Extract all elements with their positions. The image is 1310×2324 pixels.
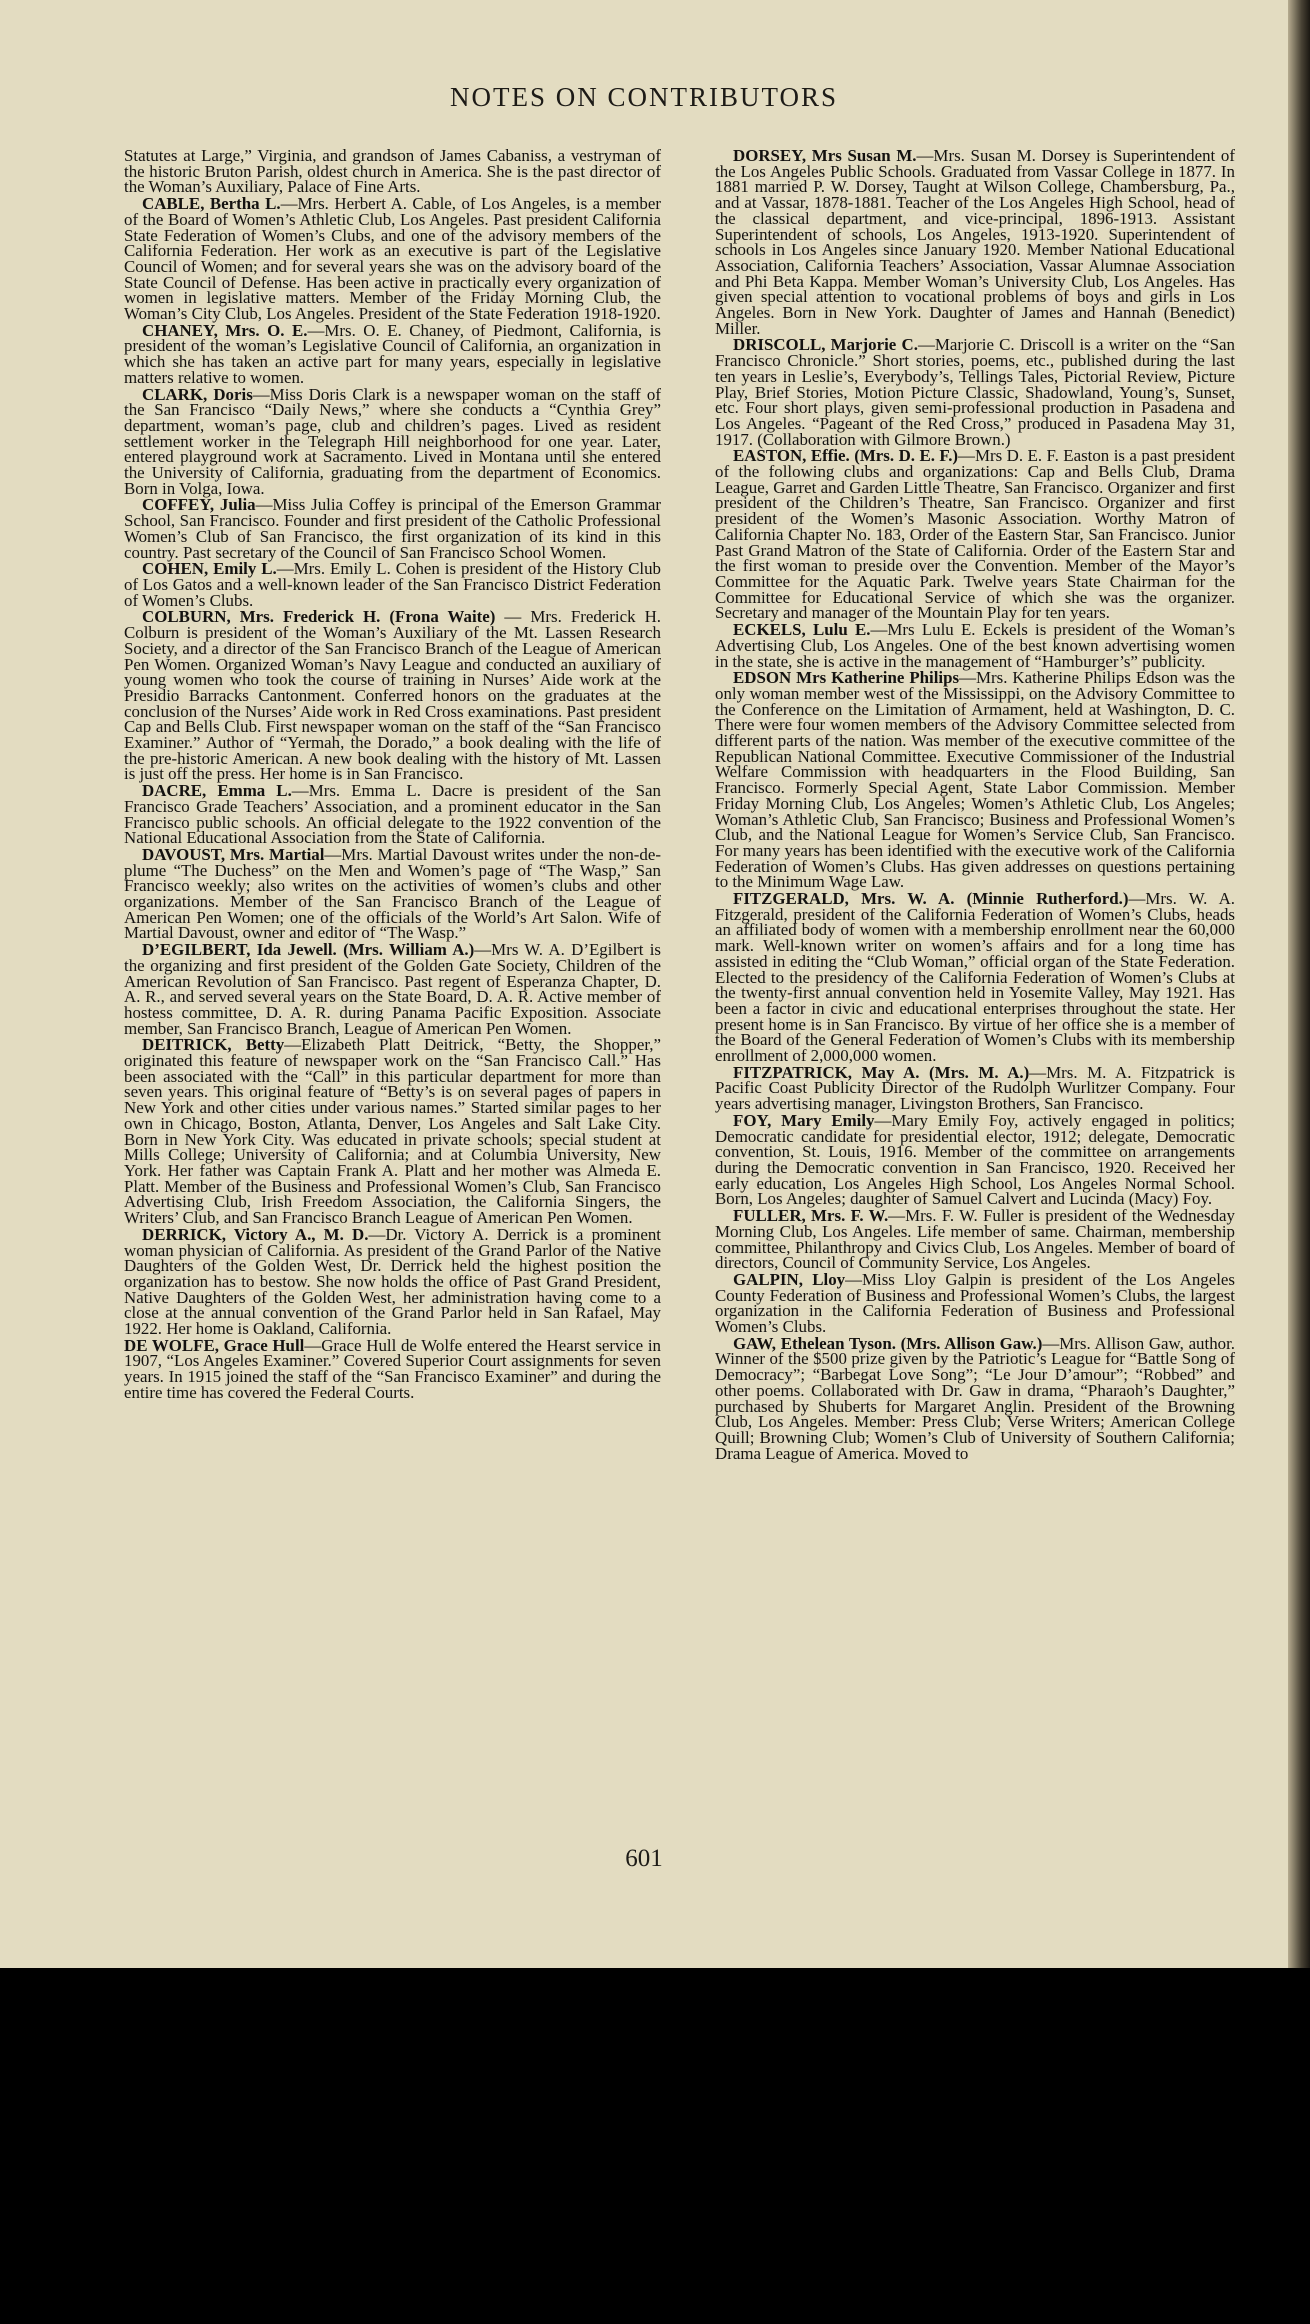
entry-name: DERRICK, Victory A., M. D. — [142, 1224, 369, 1244]
entry-name: ECKELS, Lulu E. — [733, 620, 871, 640]
entry-paragraph — [715, 148, 1235, 336]
entry-name: DE WOLFE, Grace Hull — [124, 1335, 305, 1355]
entry-text: —Mrs. Allison Gaw, author. Winner of the $500 prize given by the Patriotic’s League for “Battle Song of Democracy”; “Barbegat Love Song”; “Le Jour D’amour”; “Robbed” and other poems. Collaborated with Dr. Gaw in drama, “Pharaoh’s Daughter,” purchased by Shuberts for Margaret Anglin. President of the Browning Club, Los Angeles. Member: Press Club; Verse Writers; American College Quill; Browning Club; Women’s Club of University of Southern California; Drama League of America. Moved to — [715, 1333, 1235, 1463]
entry-name: EASTON, Effie. (Mrs. D. E. F.) — [733, 446, 959, 466]
entry-name: COHEN, Emily L. — [142, 559, 277, 579]
entry-name: FITZPATRICK, May A. (Mrs. M. A.) — [733, 1062, 1030, 1082]
entry-text: —Miss Lloy Galpin is president of the Los Angeles County Federation of Business and Professional Women’s Clubs, the largest organization in the California Federation of Business and Professional Women’s Clubs. — [715, 1269, 1235, 1337]
entry-text: —Grace Hull de Wolfe entered the Hearst service in 1907, “Los Angeles Examiner.” Covered Superior Court assignments for seven years. In 1915 joined the staff of the “San Francisco Examiner” and during the entire time has covered the Federal Courts. — [124, 1335, 661, 1402]
entry-paragraph — [124, 384, 661, 498]
entry-text: —Miss Doris Clark is a newspaper woman on the staff of the San Francisco “Daily News,” where she conducts a “Cynthia Grey” department, woman’s page, club and children’s pages. Lived as resident settlement worker in the Telegraph Hill neighborhood for one year. Later, entered playground work at Sacramento. Lived in Montana until she entered the University of California, graduating from the department of Economics. Born in Volga, Iowa. — [124, 384, 661, 498]
entry-text: —Mrs. O. E. Chaney, of Piedmont, California, is president of the woman’s Legislative Council of California, an organization in which she has taken an active part for many years, especially in legislative matters relative to women. — [124, 320, 661, 387]
entry-name: DORSEY, Mrs Susan M. — [733, 148, 917, 165]
entry-name: DACRE, Emma L. — [142, 781, 292, 801]
entry-text: —Mrs. M. A. Fitzpatrick is Pacific Coast Publicity Director of the Rudolph Wurlitzer Company. Four years advertising manager, Livingston Brothers, San Francisco. — [715, 1062, 1235, 1114]
entry-name: CHANEY, Mrs. O. E. — [142, 320, 308, 340]
entry-name: COFFEY, Julia — [142, 495, 256, 515]
entry-paragraph — [124, 1035, 661, 1228]
entry-name: DAVOUST, Mrs. Martial — [142, 844, 325, 864]
entry-name: GALPIN, Lloy — [733, 1269, 846, 1289]
entry-name: EDSON Mrs Katherine Philips — [733, 668, 960, 688]
entry-paragraph — [124, 1335, 661, 1402]
entry-paragraph — [124, 561, 661, 608]
entry-paragraph — [124, 497, 661, 560]
left-column — [124, 148, 661, 1838]
entry-name: GAW, Ethelean Tyson. (Mrs. Allison Gaw.) — [733, 1333, 1043, 1353]
entry-text: —Mrs Lulu E. Eckels is president of the Woman’s Advertising Club, Los Angeles. One of the best known advertising women in the state, she is active in the management of “Hamburger’s” publicity. — [715, 620, 1235, 671]
entry-paragraph — [715, 670, 1235, 890]
entry-text: —Mrs. W. A. Fitzgerald, president of the California Federation of Women’s Clubs, heads an affiliated body of women with a membership enrollment near the 60,000 mark. Well-known writer on women’s affairs and for a long time has assisted in editing the “Club Woman,” official organ of the State Federation. Elected to the presidency of the California Federation of Women’s Clubs at the twenty-first annual convention held in Yosemite Valley, May 1921. Has been a factor in civic and educational enterprises throughout the state. Her present home is in San Francisco. By virtue of her office she is a member of the Board of the General Federation of Women’s Clubs with its membership enrollment of 2,000,000 women. — [715, 889, 1235, 1066]
entry-text: —Mrs. Katherine Philips Edson was the only woman member west of the Mississippi, on the Advisory Committee to the Conference on the Limitation of Armament, held at Washington, D. C. There were four women members of the Advisory Committee selected from different parts of the nation. Was member of the executive committee of the Republican National Committee. Executive Commissioner of the Industrial Welfare Commission with headquarters in the Flood Building, San Francisco. Formerly Special Agent, State Labor Commission. Member Friday Morning Club, Los Angeles; Women’s Athletic Club, Los Angeles; Woman’s Athletic Club, San Francisco; Business and Professional Women’s Club, and the National League for Women’s Service Club, San Francisco. For many years has been identified with the executive work of the California Federation of Women’s Clubs. Has given addresses on questions pertaining to the Minimum Wage Law. — [715, 668, 1235, 892]
entry-paragraph — [715, 1062, 1235, 1114]
entry-name: DRISCOLL, Marjorie C. — [733, 335, 918, 355]
entry-text: —Mary Emily Foy, actively engaged in politics; Democratic candidate for presidential elector, 1912; delegate, Democratic convention, St. Louis, 1916. Member of the committee on arrangements during the Democratic convention in San Francisco, 1920. Received her early education, Los Angeles High School, Los Angeles Normal School. Born, Los Angeles; daughter of Samuel Calvert and Lucinda (Macy) Foy. — [715, 1110, 1235, 1209]
entry-text: —Mrs D. E. F. Easton is a past president of the following clubs and organizations: Cap and Bells Club, Drama League, Garret and Garden Little Theatre, San Francisco. Organizer and first president of the Children’s Theatre, San Francisco. Organizer and first president of the Women’s Masonic Association. Worthy Matron of California Chapter No. 183, Order of the Eastern Star, San Francisco. Junior Past Grand Matron of the State of California. Order of the Eastern Star and the first woman to preside over the Convention. Member of the Mayor’s Committee for the Aquatic Park. Twelve years State Chairman for the Committee for Educational Service of which she was the organizer. Secretary and manager of the Mountain Play for ten years. — [715, 446, 1235, 623]
entry-text: —Marjorie C. Driscoll is a writer on the “San Francisco Chronicle.” Short stories, poems, etc., published during the last ten years in Leslie’s, Everybody’s, Tellings Tales, Pictorial Review, Picture Play, Brief Stories, Motion Picture Classic, Shadowland, Young’s, Sunset, etc. Four short plays, given semi-professional production in Pasadena and Los Angeles. “Pageant of the Red Cross,” produced in Pasadena May 31, 1917. (Collaboration with Gilmore Brown.) — [715, 335, 1235, 449]
entry-paragraph — [715, 337, 1235, 447]
entry-text: —Mrs. Emma L. Dacre is president of the San Francisco Grade Teachers’ Association, and a prominent educator in the San Francisco public schools. An official delegate to the 1922 convention of the National Educational Association from the State of California. — [124, 781, 661, 848]
entry-name: FULLER, Mrs. F. W. — [733, 1206, 889, 1226]
entry-text: —Elizabeth Platt Deitrick, “Betty, the Shopper,” originated this feature of newspaper work on the “San Francisco Call.” Has been associated with the “Call” in this particular department for more than seven years. This original feature of “Betty’s is on several pages of papers in New York and other cities under various names.” Started similar pages to her own in Chicago, Boston, Atlanta, Denver, Los Angeles and Salt Lake City. Born in New York City. Was educated in private schools; special student at Mills College; University of California; and at Columbia University, New York. Her father was Captain Frank A. Platt and her mother was Almeda E. Platt. Member of the Business and Professional Women’s Club, San Francisco Advertising Club, Irish Freedom Association, the California Singers, the Writers’ Club, and San Francisco Branch League of American Pen Women. — [124, 1035, 661, 1228]
entry-text: —Mrs. Emily L. Cohen is president of the History Club of Los Gatos and a well-known leader of the San Francisco District Federation of Women’s Clubs. — [124, 559, 661, 610]
entry-name: DEITRICK, Betty — [142, 1035, 285, 1055]
entry-paragraph — [715, 1269, 1235, 1337]
entry-paragraph — [124, 320, 661, 387]
entry-paragraph — [715, 448, 1235, 621]
entry-paragraph — [124, 148, 661, 195]
right-column — [715, 148, 1235, 1838]
entry-text: Statutes at Large,” Virginia, and grandson of James Cabaniss, a vestryman of the historic Bruton Parish, oldest church in America. She is the past director of the Woman’s Auxiliary, Palace of Fine Arts. — [124, 148, 661, 197]
entry-name: CLARK, Doris — [142, 384, 253, 404]
entry-text: —Mrs. Martial Davoust writes under the non-de-plume “The Duchess” on the Men and Women’s page of “The Wasp,” San Francisco weekly; also writes on the activities of women’s clubs and other organizations. Member of the San Francisco Branch of the League of American Pen Women; one of the officials of the World’s Art Salon. Wife of Martial Davoust, owner and editor of “The Wasp.” — [124, 844, 661, 943]
entry-paragraph — [715, 622, 1235, 669]
entry-name: CABLE, Bertha L. — [142, 194, 281, 214]
entry-name: COLBURN, Mrs. Frederick H. (Frona Waite) — [142, 607, 496, 627]
entry-name: D’EGILBERT, Ida Jewell. (Mrs. William A.) — [142, 940, 475, 960]
entry-name: FITZGERALD, Mrs. W. A. (Minnie Rutherford.) — [733, 889, 1129, 909]
entry-text: —Mrs. Herbert A. Cable, of Los Angeles, is a member of the Board of Women’s Athletic Club, Los Angeles. Past president California State Federation of Women’s Clubs, and one of the advisory members of the California Federation. Her work as an executive is part of the Legislative Council of Women; and for several years she was on the advisory board of the State Council of Defense. Has been active in practically every organization of women in legislative matters. Member of the Friday Morning Club, the Woman’s City Club, Los Angeles. President of the State Federation 1918-1920. — [124, 194, 661, 324]
entry-paragraph — [124, 1224, 661, 1339]
entry-text: — Mrs. Frederick H. Colburn is president of the Woman’s Auxiliary of the Mt. Lassen Research Society, and a director of the San Francisco Branch of the League of American Pen Women. Organized Woman’s Navy League and conducted an auxiliary of young women who took the course of training in Nurses’ Aide work at the Presidio Barracks Cantonment. Conferred honors on the graduates at the conclusion of the Nurses’ Aide work in Red Cross examinations. Past president Cap and Bells Club. First newspaper woman on the staff of the “San Francisco Examiner.” Author of “Yermah, the Dorado,” a book dealing with the life of the pre-historic American. A new book dealing with the history of Mt. Lassen is just off the press. Her home is in San Francisco. — [124, 607, 661, 784]
running-header: NOTES ON CONTRIBUTORS — [449, 82, 839, 112]
entry-paragraph — [715, 891, 1235, 1064]
entry-paragraph — [124, 609, 661, 782]
entry-paragraph — [124, 196, 661, 322]
entry-name: FOY, Mary Emily — [733, 1110, 875, 1130]
entry-text: —Miss Julia Coffey is principal of the Emerson Grammar School, San Francisco. Founder and first president of the Catholic Professional Women’s Club of San Francisco, the first organization of its kind in this country. Past secretary of the Council of San Francisco School Women. — [124, 495, 661, 562]
entry-text: —Mrs W. A. D’Egilbert is the organizing and first president of the Golden Gate Society, Children of the American Revolution of San Francisco. Past regent of Esperanza Chapter, D. A. R., and served several years on the State Board, D. A. R. Active member of hostess committee, D. A. R. during Panama Pacific Exposition. Associate member, San Francisco Branch, League of American Pen Women. — [124, 940, 661, 1038]
page-number: 601 — [625, 1845, 663, 1872]
entry-text: —Dr. Victory A. Derrick is a prominent woman physician of California. As president of the Grand Parlor of the Native Daughters of the Golden West, Dr. Derrick held the highest position the organization has to bestow. She now holds the office of Past Grand President, Native Daughters of the Golden West, her administration having come to a close at the annual convention of the Grand Parlor held in San Rafael, May 1922. Her home is Oakland, California. — [124, 1224, 661, 1339]
entry-paragraph — [715, 1110, 1235, 1209]
entry-text: —Mrs. F. W. Fuller is president of the Wednesday Morning Club, Los Angeles. Life member of same. Chairman, membership committee, Philanthropy and Civics Club, Los Angeles. Member of board of directors, Council of Community Service, Los Angeles. — [715, 1206, 1235, 1273]
entry-text: —Mrs. Susan M. Dorsey is Superintendent of the Los Angeles Public Schools. Graduated from Vassar College in 1877. In 1881 married P. W. Dorsey, Taught at Wilson College, Chambersburg, Pa., and at Vassar, 1878-1881. Teacher of the Los Angeles High School, head of the classical department, and vice-principal, 1896-1913. Assistant Superintendent of schools, Los Angeles, 1913-1920. Superintendent of schools in Los Angeles since January 1920. Member National Educational Association, California Teachers’ Association, Vassar Alumnae Association and Phi Beta Kappa. Member Woman’s University Club, Los Angeles. Has given special attention to vocational problems of boys and girls in Los Angeles. Born in New York. Daughter of James and Hannah (Benedict) Miller. — [715, 148, 1235, 338]
entry-paragraph — [124, 844, 661, 943]
entry-paragraph — [715, 1208, 1235, 1271]
entry-paragraph — [124, 942, 661, 1036]
entry-paragraph — [715, 1333, 1235, 1463]
book-spine-shadow — [1288, 0, 1310, 1968]
entry-paragraph — [124, 783, 661, 846]
